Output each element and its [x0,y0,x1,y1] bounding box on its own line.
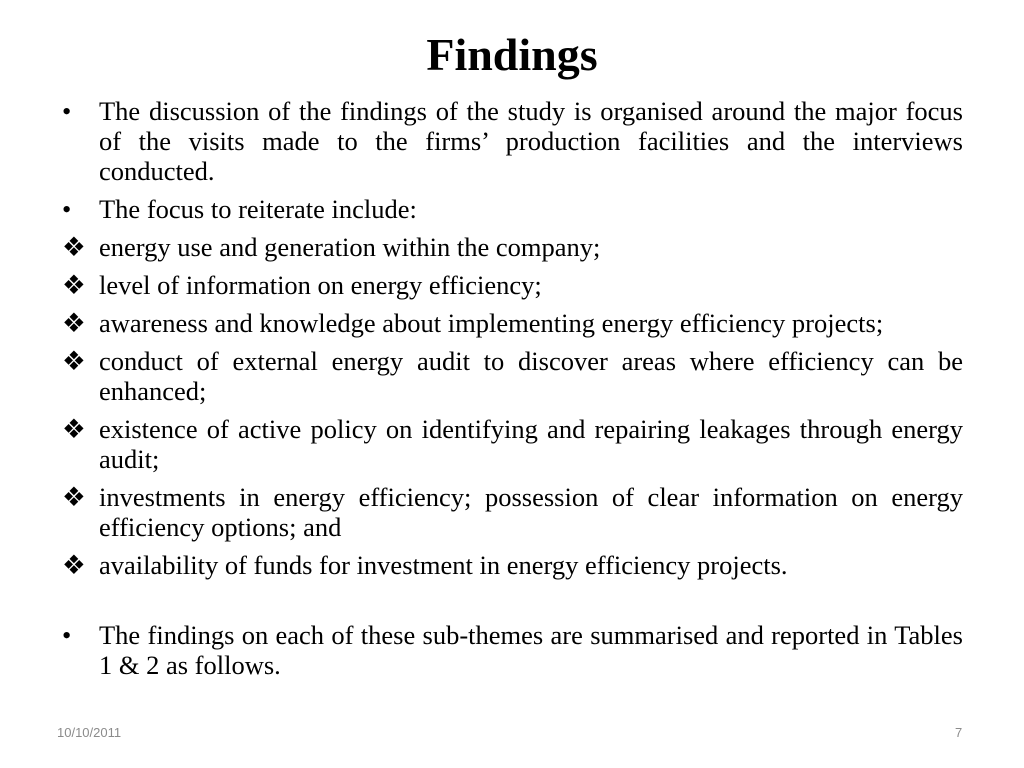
list-item [62,346,963,406]
footer-date: 10/10/2011 [57,725,122,740]
diamond-bullet-icon: ❖ [62,550,86,580]
list-item [62,482,963,542]
list-item-text: The findings on each of these sub-themes are summarised and reported in Tables 1 & 2 as follows. [99,620,963,680]
list-item-text: availability of funds for investment in energy efficiency projects. [99,550,788,580]
bullet-icon: • [62,620,72,650]
diamond-bullet-icon: ❖ [62,414,86,444]
diamond-bullet-icon: ❖ [62,482,86,512]
page-title: Findings [426,29,598,80]
list-item [62,414,963,474]
diamond-bullet-icon: ❖ [62,346,86,376]
list-item-text: level of information on energy efficiency; [99,270,542,300]
diamond-bullet-icon: ❖ [62,270,86,300]
bullet-icon: • [62,96,72,126]
list-item [62,96,963,186]
diamond-bullet-icon: ❖ [62,232,86,262]
list-item-text: awareness and knowledge about implementing energy efficiency projects; [99,308,884,338]
bullet-icon: • [62,194,72,224]
page-number: 7 [955,725,963,740]
list-item [62,232,963,262]
list-item [62,270,963,300]
list-item [62,550,963,580]
list-item [62,308,963,338]
list-item-text: The discussion of the findings of the study is organised around the major focus of the visits made to the firms’ production facilities and the interviews conducted. [99,96,963,186]
bullet-list [62,96,963,680]
list-item-text: investments in energy efficiency; possession of clear information on energy efficiency options; and [99,482,963,542]
list-item [62,620,963,680]
list-item [62,194,963,224]
list-item-text: existence of active policy on identifying and repairing leakages through energy audit; [99,414,963,474]
list-item-text: conduct of external energy audit to discover areas where efficiency can be enhanced; [99,346,963,406]
list-item-text: The focus to reiterate include: [99,194,417,224]
diamond-bullet-icon: ❖ [62,308,86,338]
list-item-text: energy use and generation within the company; [99,232,601,262]
